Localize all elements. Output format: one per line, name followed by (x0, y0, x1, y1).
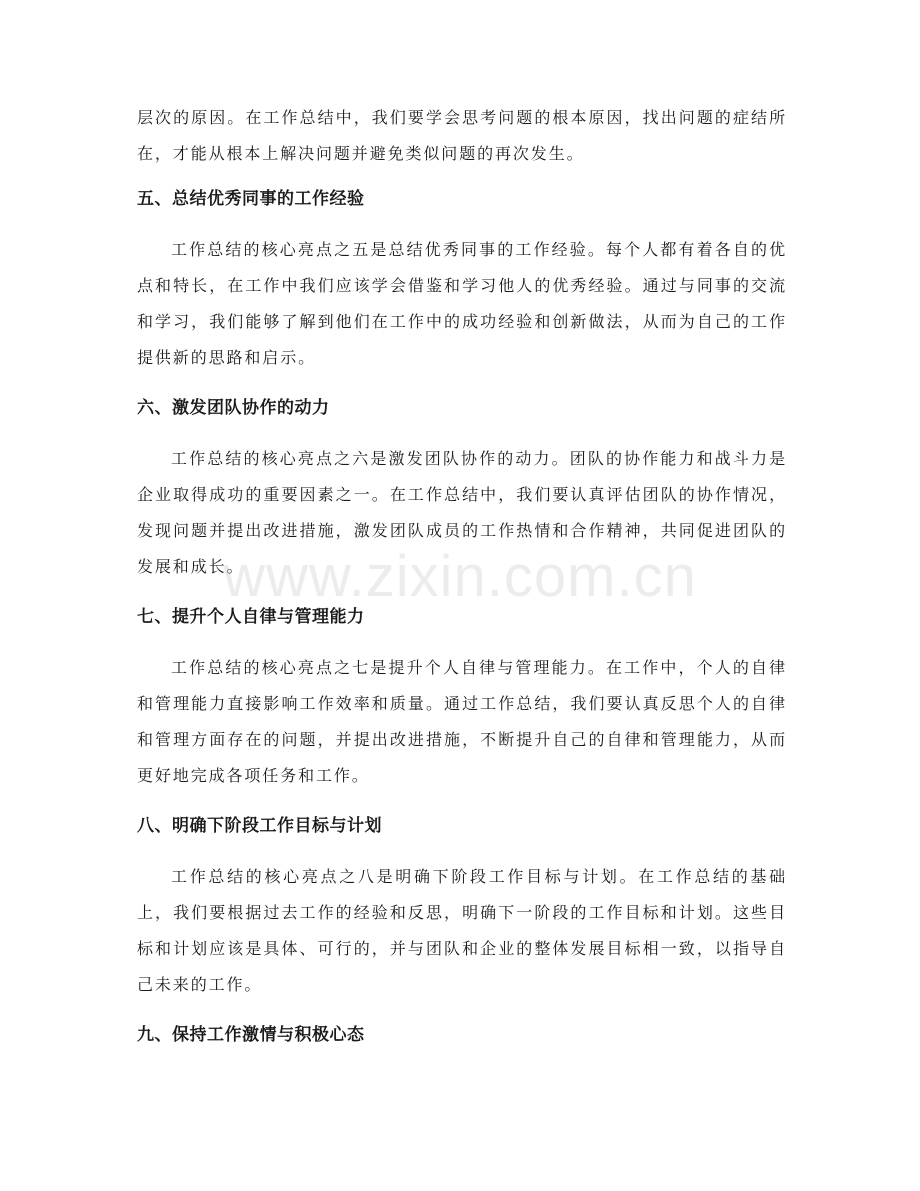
section-heading-5: 五、总结优秀同事的工作经验 (137, 189, 365, 209)
section-body-7: 工作总结的核心亮点之七是提升个人自律与管理能力。在工作中，个人的自律和管理能力直接影响工作效率和质量。通过工作总结，我们要认真反思个人的自律和管理方面存在的问题，并提出改进措施，不断提升自己的自律和管理能力，从而更好地完成各项任务和工作。 (137, 658, 787, 785)
watermark: www.zixin.com.cn (223, 544, 697, 609)
section-heading-7: 七、提升个人自律与管理能力 (137, 607, 365, 627)
document-content (137, 100, 787, 1053)
section-body-5: 工作总结的核心亮点之五是总结优秀同事的工作经验。每个人都有着各自的优点和特长，在工作中我们应该学会借鉴和学习他人的优秀经验。通过与同事的交流和学习，我们能够了解到他们在工作中的成功经验和创新做法，从而为自己的工作提供新的思路和启示。 (137, 240, 787, 367)
section-body-6: 工作总结的核心亮点之六是激发团队协作的动力。团队的协作能力和战斗力是企业取得成功的重要因素之一。在工作总结中，我们要认真评估团队的协作情况，发现问题并提出改进措施，激发团队成员的工作热情和合作精神，共同促进团队的发展和成长。 (137, 449, 787, 576)
section-heading-6: 六、激发团队协作的动力 (137, 398, 330, 418)
section-heading-8: 八、明确下阶段工作目标与计划 (137, 816, 382, 836)
section-body-8: 工作总结的核心亮点之八是明确下阶段工作目标与计划。在工作总结的基础上，我们要根据过去工作的经验和反思，明确下一阶段的工作目标和计划。这些目标和计划应该是具体、可行的，并与团队和企业的整体发展目标相一致，以指导自己未来的工作。 (137, 867, 787, 994)
section-heading-9: 九、保持工作激情与积极心态 (137, 1025, 365, 1045)
intro-paragraph: 层次的原因。在工作总结中，我们要学会思考问题的根本原因，找出问题的症结所在，才能从根本上解决问题并避免类似问题的再次发生。 (137, 108, 787, 163)
